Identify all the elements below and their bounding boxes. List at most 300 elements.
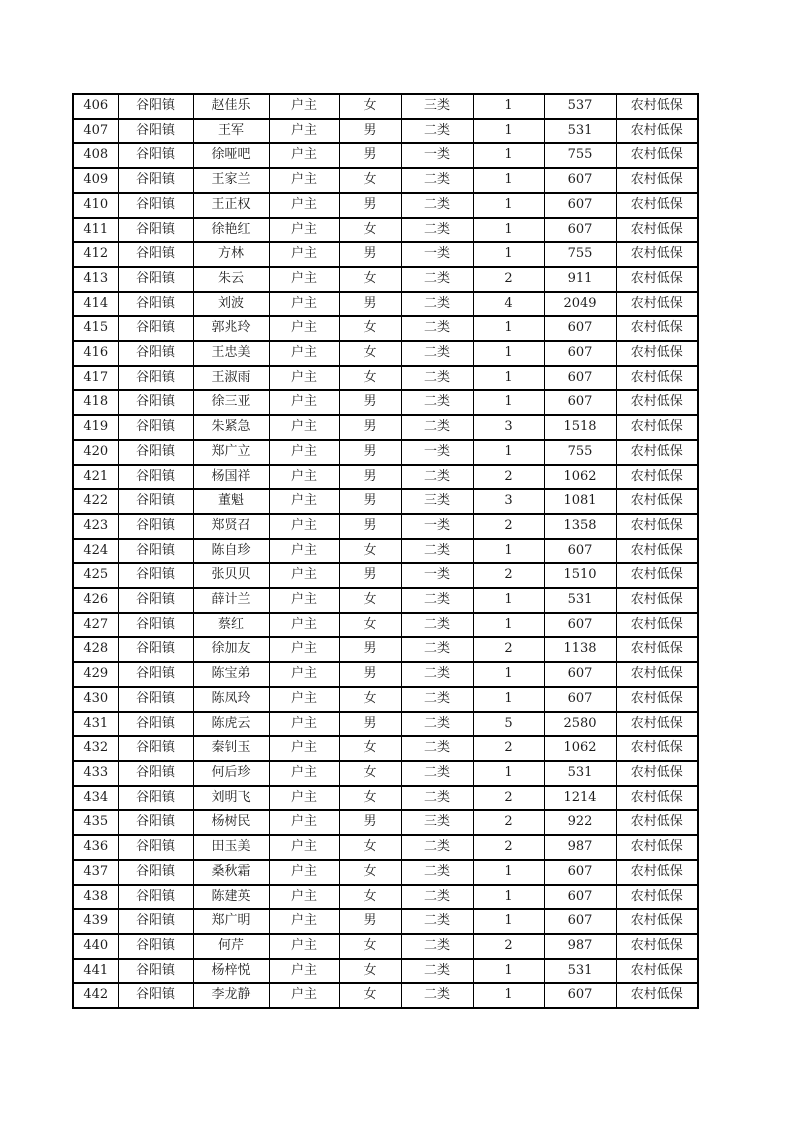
cell-name: 田玉美 [193,835,269,860]
cell-name: 王淑雨 [193,366,269,391]
cell-name: 方林 [193,242,269,267]
cell-relation: 户主 [269,514,339,539]
cell-category: 一类 [401,242,473,267]
cell-program: 农村低保 [616,736,698,761]
cell-serial: 412 [73,242,118,267]
cell-program: 农村低保 [616,662,698,687]
table-row [73,143,698,168]
cell-town: 谷阳镇 [118,292,193,317]
cell-amount: 1138 [544,637,616,662]
cell-category: 三类 [401,489,473,514]
cell-serial: 419 [73,415,118,440]
cell-program: 农村低保 [616,860,698,885]
cell-amount: 1510 [544,563,616,588]
cell-count: 1 [473,168,544,193]
table-row [73,563,698,588]
cell-serial: 418 [73,390,118,415]
cell-relation: 户主 [269,168,339,193]
cell-gender: 男 [339,390,401,415]
cell-serial: 427 [73,613,118,638]
cell-relation: 户主 [269,637,339,662]
cell-count: 1 [473,440,544,465]
cell-gender: 女 [339,218,401,243]
cell-serial: 408 [73,143,118,168]
cell-town: 谷阳镇 [118,119,193,144]
table-row [73,613,698,638]
cell-count: 2 [473,810,544,835]
cell-gender: 男 [339,143,401,168]
cell-count: 1 [473,885,544,910]
cell-category: 二类 [401,983,473,1008]
cell-serial: 426 [73,588,118,613]
cell-category: 二类 [401,909,473,934]
table-row [73,588,698,613]
cell-serial: 436 [73,835,118,860]
cell-amount: 607 [544,539,616,564]
cell-name: 徐加友 [193,637,269,662]
cell-count: 1 [473,909,544,934]
cell-count: 5 [473,712,544,737]
cell-gender: 女 [339,885,401,910]
cell-relation: 户主 [269,193,339,218]
cell-name: 朱紧急 [193,415,269,440]
cell-category: 二类 [401,712,473,737]
table-row [73,810,698,835]
cell-program: 农村低保 [616,489,698,514]
cell-program: 农村低保 [616,242,698,267]
cell-program: 农村低保 [616,143,698,168]
cell-count: 2 [473,835,544,860]
cell-relation: 户主 [269,860,339,885]
cell-gender: 女 [339,316,401,341]
cell-count: 2 [473,736,544,761]
cell-town: 谷阳镇 [118,539,193,564]
cell-town: 谷阳镇 [118,390,193,415]
cell-amount: 607 [544,860,616,885]
cell-relation: 户主 [269,909,339,934]
cell-town: 谷阳镇 [118,366,193,391]
cell-count: 2 [473,786,544,811]
cell-relation: 户主 [269,218,339,243]
cell-gender: 女 [339,786,401,811]
cell-gender: 男 [339,440,401,465]
cell-amount: 2580 [544,712,616,737]
table-row [73,242,698,267]
cell-count: 1 [473,613,544,638]
cell-gender: 男 [339,119,401,144]
cell-gender: 男 [339,292,401,317]
cell-gender: 女 [339,934,401,959]
cell-program: 农村低保 [616,613,698,638]
cell-serial: 428 [73,637,118,662]
cell-town: 谷阳镇 [118,712,193,737]
cell-program: 农村低保 [616,885,698,910]
cell-category: 一类 [401,440,473,465]
cell-serial: 411 [73,218,118,243]
cell-town: 谷阳镇 [118,168,193,193]
cell-gender: 女 [339,860,401,885]
cell-gender: 男 [339,662,401,687]
table-row [73,119,698,144]
cell-name: 董魁 [193,489,269,514]
cell-name: 李龙静 [193,983,269,1008]
cell-category: 二类 [401,786,473,811]
cell-category: 二类 [401,637,473,662]
cell-category: 三类 [401,810,473,835]
cell-count: 1 [473,94,544,119]
cell-amount: 537 [544,94,616,119]
cell-name: 郑广明 [193,909,269,934]
cell-amount: 1062 [544,465,616,490]
cell-gender: 女 [339,835,401,860]
cell-count: 4 [473,292,544,317]
cell-town: 谷阳镇 [118,193,193,218]
cell-category: 二类 [401,613,473,638]
cell-program: 农村低保 [616,786,698,811]
cell-town: 谷阳镇 [118,687,193,712]
cell-serial: 430 [73,687,118,712]
cell-program: 农村低保 [616,539,698,564]
cell-category: 二类 [401,267,473,292]
cell-gender: 女 [339,983,401,1008]
cell-program: 农村低保 [616,687,698,712]
cell-program: 农村低保 [616,810,698,835]
cell-name: 陈虎云 [193,712,269,737]
table-row [73,835,698,860]
cell-town: 谷阳镇 [118,761,193,786]
table-row [73,934,698,959]
cell-gender: 男 [339,712,401,737]
cell-relation: 户主 [269,835,339,860]
cell-program: 农村低保 [616,909,698,934]
cell-serial: 442 [73,983,118,1008]
table-row [73,292,698,317]
cell-town: 谷阳镇 [118,218,193,243]
cell-relation: 户主 [269,687,339,712]
cell-count: 1 [473,119,544,144]
cell-program: 农村低保 [616,465,698,490]
cell-count: 2 [473,514,544,539]
cell-relation: 户主 [269,316,339,341]
table-row [73,366,698,391]
cell-town: 谷阳镇 [118,316,193,341]
cell-relation: 户主 [269,465,339,490]
cell-gender: 女 [339,959,401,984]
cell-amount: 607 [544,885,616,910]
cell-category: 二类 [401,934,473,959]
cell-amount: 1062 [544,736,616,761]
cell-relation: 户主 [269,267,339,292]
cell-town: 谷阳镇 [118,909,193,934]
cell-program: 农村低保 [616,366,698,391]
cell-name: 何芹 [193,934,269,959]
table-row [73,415,698,440]
cell-amount: 1358 [544,514,616,539]
cell-program: 农村低保 [616,712,698,737]
cell-category: 二类 [401,465,473,490]
cell-category: 二类 [401,761,473,786]
cell-category: 一类 [401,563,473,588]
cell-gender: 女 [339,761,401,786]
cell-amount: 607 [544,193,616,218]
table-row [73,662,698,687]
cell-program: 农村低保 [616,292,698,317]
cell-amount: 987 [544,835,616,860]
cell-town: 谷阳镇 [118,613,193,638]
cell-amount: 607 [544,341,616,366]
cell-town: 谷阳镇 [118,588,193,613]
cell-category: 二类 [401,168,473,193]
cell-name: 张贝贝 [193,563,269,588]
cell-serial: 435 [73,810,118,835]
cell-town: 谷阳镇 [118,94,193,119]
cell-town: 谷阳镇 [118,983,193,1008]
cell-relation: 户主 [269,415,339,440]
cell-town: 谷阳镇 [118,489,193,514]
cell-town: 谷阳镇 [118,143,193,168]
cell-amount: 922 [544,810,616,835]
cell-program: 农村低保 [616,316,698,341]
cell-count: 1 [473,316,544,341]
cell-count: 2 [473,563,544,588]
cell-serial: 440 [73,934,118,959]
table-row [73,786,698,811]
cell-serial: 415 [73,316,118,341]
cell-program: 农村低保 [616,168,698,193]
cell-serial: 429 [73,662,118,687]
cell-relation: 户主 [269,786,339,811]
cell-program: 农村低保 [616,218,698,243]
cell-town: 谷阳镇 [118,415,193,440]
cell-gender: 男 [339,489,401,514]
cell-serial: 422 [73,489,118,514]
cell-serial: 406 [73,94,118,119]
cell-serial: 416 [73,341,118,366]
cell-relation: 户主 [269,934,339,959]
cell-serial: 425 [73,563,118,588]
cell-serial: 407 [73,119,118,144]
table-row [73,761,698,786]
table-row [73,316,698,341]
cell-amount: 755 [544,440,616,465]
table-row [73,465,698,490]
cell-category: 二类 [401,218,473,243]
cell-relation: 户主 [269,94,339,119]
cell-category: 二类 [401,193,473,218]
cell-name: 杨梓悦 [193,959,269,984]
table-row [73,514,698,539]
cell-town: 谷阳镇 [118,514,193,539]
cell-town: 谷阳镇 [118,736,193,761]
cell-count: 1 [473,761,544,786]
cell-program: 农村低保 [616,119,698,144]
table-row [73,736,698,761]
cell-program: 农村低保 [616,563,698,588]
cell-name: 杨国祥 [193,465,269,490]
table-row [73,193,698,218]
cell-relation: 户主 [269,489,339,514]
cell-name: 郑广立 [193,440,269,465]
cell-town: 谷阳镇 [118,959,193,984]
table-row [73,687,698,712]
cell-town: 谷阳镇 [118,810,193,835]
cell-gender: 女 [339,168,401,193]
cell-category: 一类 [401,514,473,539]
cell-program: 农村低保 [616,637,698,662]
cell-name: 薛计兰 [193,588,269,613]
cell-category: 二类 [401,885,473,910]
cell-amount: 531 [544,761,616,786]
table-row [73,860,698,885]
table-row [73,489,698,514]
cell-category: 二类 [401,835,473,860]
cell-serial: 423 [73,514,118,539]
cell-serial: 438 [73,885,118,910]
cell-amount: 607 [544,983,616,1008]
cell-gender: 男 [339,909,401,934]
table-row [73,909,698,934]
table-row [73,267,698,292]
cell-amount: 607 [544,218,616,243]
cell-category: 二类 [401,316,473,341]
cell-program: 农村低保 [616,959,698,984]
cell-gender: 女 [339,539,401,564]
cell-category: 二类 [401,959,473,984]
cell-amount: 911 [544,267,616,292]
table-row [73,390,698,415]
cell-town: 谷阳镇 [118,934,193,959]
cell-program: 农村低保 [616,835,698,860]
cell-amount: 607 [544,687,616,712]
table-row [73,885,698,910]
table-row [73,218,698,243]
cell-gender: 女 [339,588,401,613]
cell-count: 1 [473,242,544,267]
cell-town: 谷阳镇 [118,440,193,465]
cell-amount: 1081 [544,489,616,514]
cell-category: 二类 [401,860,473,885]
cell-program: 农村低保 [616,934,698,959]
cell-name: 何后珍 [193,761,269,786]
cell-name: 徐艳红 [193,218,269,243]
cell-category: 二类 [401,341,473,366]
cell-amount: 607 [544,909,616,934]
cell-town: 谷阳镇 [118,465,193,490]
table-row [73,712,698,737]
cell-count: 2 [473,465,544,490]
cell-relation: 户主 [269,390,339,415]
cell-count: 1 [473,860,544,885]
cell-count: 2 [473,934,544,959]
table-row [73,341,698,366]
cell-amount: 607 [544,316,616,341]
cell-gender: 女 [339,94,401,119]
cell-name: 蔡红 [193,613,269,638]
cell-program: 农村低保 [616,514,698,539]
cell-amount: 607 [544,366,616,391]
cell-town: 谷阳镇 [118,662,193,687]
cell-gender: 女 [339,613,401,638]
cell-name: 郑贤召 [193,514,269,539]
cell-category: 二类 [401,736,473,761]
cell-count: 1 [473,143,544,168]
cell-serial: 439 [73,909,118,934]
cell-count: 1 [473,662,544,687]
cell-category: 二类 [401,415,473,440]
cell-serial: 437 [73,860,118,885]
cell-count: 1 [473,687,544,712]
cell-name: 徐三亚 [193,390,269,415]
cell-count: 1 [473,983,544,1008]
cell-gender: 男 [339,637,401,662]
cell-relation: 户主 [269,341,339,366]
cell-gender: 男 [339,415,401,440]
cell-name: 刘波 [193,292,269,317]
cell-town: 谷阳镇 [118,267,193,292]
cell-amount: 531 [544,588,616,613]
cell-serial: 424 [73,539,118,564]
cell-category: 三类 [401,94,473,119]
cell-amount: 531 [544,959,616,984]
cell-serial: 441 [73,959,118,984]
cell-category: 二类 [401,687,473,712]
cell-amount: 531 [544,119,616,144]
cell-serial: 420 [73,440,118,465]
table-row [73,539,698,564]
cell-program: 农村低保 [616,440,698,465]
cell-relation: 户主 [269,143,339,168]
cell-count: 1 [473,218,544,243]
cell-program: 农村低保 [616,761,698,786]
cell-serial: 433 [73,761,118,786]
cell-gender: 男 [339,514,401,539]
cell-relation: 户主 [269,119,339,144]
cell-town: 谷阳镇 [118,885,193,910]
cell-category: 一类 [401,143,473,168]
cell-program: 农村低保 [616,390,698,415]
cell-count: 1 [473,539,544,564]
cell-gender: 女 [339,736,401,761]
cell-name: 王家兰 [193,168,269,193]
cell-category: 二类 [401,539,473,564]
cell-category: 二类 [401,119,473,144]
table-row [73,168,698,193]
cell-amount: 607 [544,613,616,638]
cell-count: 3 [473,415,544,440]
cell-gender: 男 [339,242,401,267]
cell-relation: 户主 [269,885,339,910]
cell-count: 1 [473,193,544,218]
cell-name: 王正权 [193,193,269,218]
cell-program: 农村低保 [616,193,698,218]
cell-serial: 421 [73,465,118,490]
cell-relation: 户主 [269,292,339,317]
cell-gender: 女 [339,687,401,712]
cell-program: 农村低保 [616,415,698,440]
cell-relation: 户主 [269,242,339,267]
cell-gender: 女 [339,267,401,292]
cell-category: 二类 [401,662,473,687]
cell-program: 农村低保 [616,267,698,292]
table-row [73,959,698,984]
cell-relation: 户主 [269,613,339,638]
cell-amount: 755 [544,143,616,168]
cell-relation: 户主 [269,712,339,737]
cell-relation: 户主 [269,440,339,465]
cell-amount: 607 [544,662,616,687]
cell-count: 1 [473,366,544,391]
cell-amount: 607 [544,168,616,193]
